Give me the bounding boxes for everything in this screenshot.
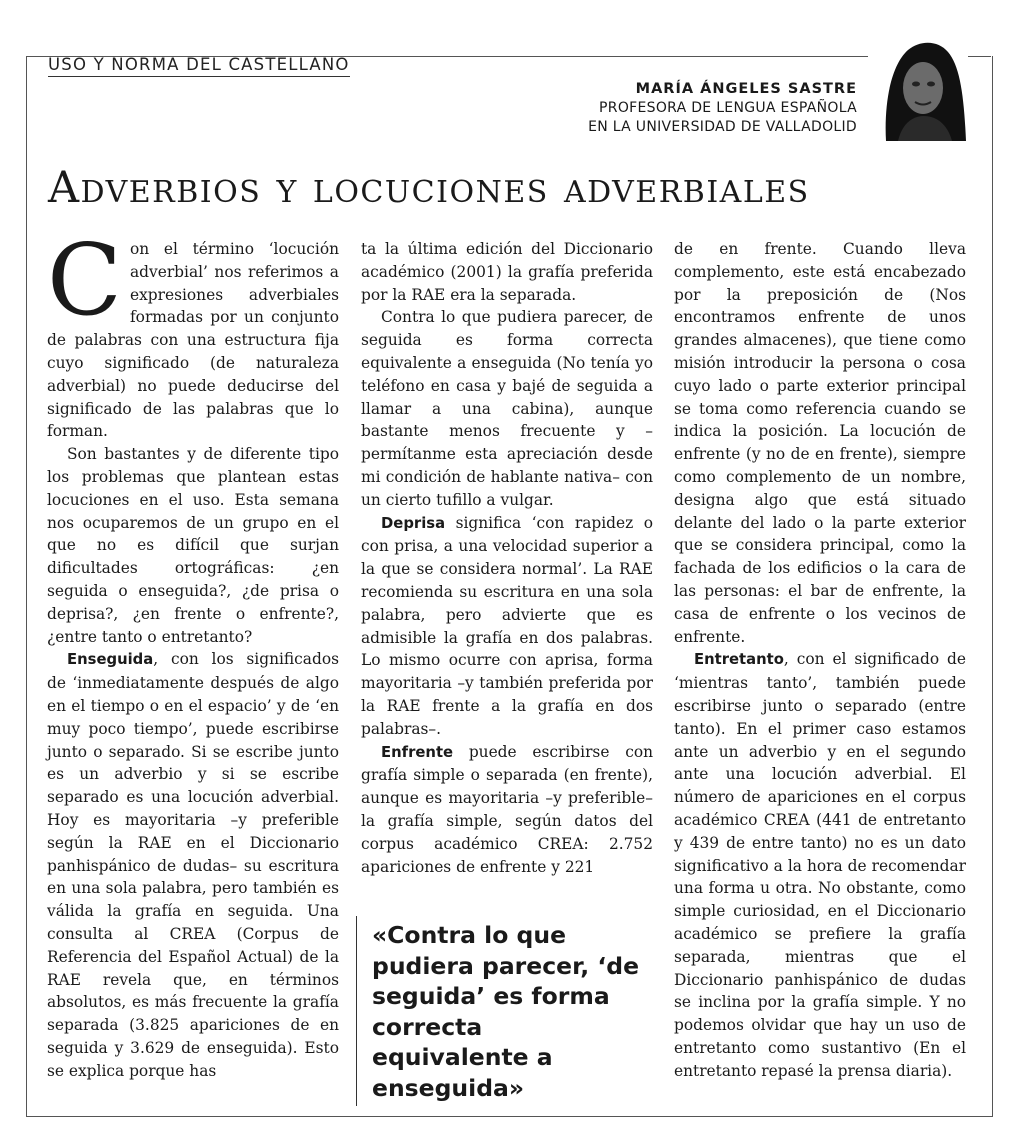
- author-byline: [588, 80, 857, 137]
- column-1: [47, 224, 339, 1082]
- paragraph-continued: ta la última edición del Diccionario académico (2001) la grafía preferida por la RAE era la separada.: [361, 240, 653, 304]
- drop-cap: C: [47, 224, 122, 338]
- column-3: [674, 238, 966, 1082]
- paragraph-text: puede escribirse con grafía simple o separada (en frente), aunque es mayoritaria –y preferible– la grafía simple, según datos del corpus académico CREA: 2.752 apariciones de enfrente y 221: [361, 742, 653, 876]
- paragraph: Contra lo que pudiera parecer, de seguida es forma correcta equivalente a enseguida (No tenía yo teléfono en casa y bajé de seguida a llamar a una cabina), aunque bastante menos frecuente y –permítanme esta apreciación desde mi condición de hablante nativa– con un cierto tufillo a vulgar.: [361, 308, 653, 509]
- column-2: [361, 238, 653, 878]
- paragraph: Son bastantes y de diferente tipo los problemas que plantean estas locuciones en el uso. Esta semana nos ocuparemos de un grupo en el que no es difícil que surjan dificultades ortográficas: ¿en seguida o enseguida?, ¿de prisa o deprisa?, ¿en frente o enfrente?, ¿entre tanto o entretanto?: [47, 445, 339, 646]
- author-photo: [868, 36, 968, 141]
- keyword: Enseguida: [67, 651, 154, 669]
- author-role-line-2: EN LA UNIVERSIDAD DE VALLADOLID: [588, 119, 857, 135]
- paragraph-entretanto: [674, 648, 966, 1082]
- author-name: MARÍA ÁNGELES SASTRE: [635, 81, 857, 97]
- author-role-line-1: PROFESORA DE LENGUA ESPAÑOLA: [599, 100, 857, 116]
- article-title: Adverbios y locuciones adverbiales: [48, 163, 810, 213]
- section-label: USO Y NORMA DEL CASTELLANO: [48, 55, 350, 77]
- keyword: Enfrente: [381, 743, 454, 761]
- pullquote-rule: [356, 916, 357, 1106]
- paragraph-text: , con el significado de ‘mientras tanto’, también puede escribirse junto o separado (entre tanto). En el primer caso estamos ante un adverbio y en el segundo ante una locución adverbial. El número de apariciones en el corpus académico CREA (441 de entretanto y 439 de entre tanto) no es un dato significativo a la hora de recomendar una forma u otra. No obstante, como simple curiosidad, en el Diccionario académico se prefiere la grafía separada, mientras que el Diccionario panhispánico de dudas se inclina por la grafía simple. Y no podemos olvidar que hay un uso de entretanto como sustantivo (En el entretanto repasé la prensa diaria).: [674, 650, 966, 1080]
- paragraph-continued: de en frente. Cuando lleva complemento, este está encabezado por la preposición de (Nos encontramos enfrente de unos grandes almacenes), que tiene como misión introducir la persona o cosa cuyo lado o parte exterior principal se toma como referencia cuando se indica la posición. La locución de enfrente (y no de en frente), siempre como complemento de un nombre, designa algo que está situado delante del lado o la parte exterior que se considera principal, como la fachada de los edificios o la cara de las personas: el bar de enfrente, la casa de enfrente o los vecinos de enfrente.: [674, 240, 966, 646]
- paragraph-intro: [47, 224, 339, 443]
- pullquote: «Contra lo que pudiera parecer, ‘de seguida’ es forma correcta equivalente a enseguida»: [372, 921, 640, 1102]
- paragraph-deprisa: [361, 512, 653, 741]
- keyword: Deprisa: [381, 514, 446, 532]
- paragraph-enseguida: [47, 648, 339, 1082]
- paragraph-text: on el término ‘locución adverbial’ nos referimos a expresiones adverbiales formadas por un conjunto de palabras con una estructura fija cuyo significado (de naturaleza adverbial) no puede deducirse del significado de las palabras que lo forman.: [47, 240, 339, 441]
- paragraph-enfrente: [361, 741, 653, 879]
- paragraph-text: significa ‘con rapidez o con prisa, a una velocidad superior a la que se considera normal’. La RAE recomienda su escritura en una sola palabra, pero advierte que es admisible la grafía en dos palabras. Lo mismo ocurre con aprisa, forma mayoritaria –y también preferida por la RAE frente a la grafía en dos palabras–.: [361, 513, 653, 738]
- paragraph-text: , con los significados de ‘inmediatamente después de algo en el tiempo o en el espacio’ y de ‘en muy poco tiempo’, puede escribirse junto o separado. Si se escribe junto es un adverbio y si se escribe separado es una locución adverbial. Hoy es mayoritaria –y preferible según la RAE en el Diccionario panhispánico de dudas– su escritura en una sola palabra, pero también es válida la grafía en seguida. Una consulta al CREA (Corpus de Referencia del Español Actual) de la RAE revela que, en términos absolutos, es más frecuente la grafía separada (3.825 apariciones de en seguida y 3.629 de enseguida). Esto se explica porque has: [47, 650, 339, 1080]
- keyword: Entretanto: [694, 651, 784, 669]
